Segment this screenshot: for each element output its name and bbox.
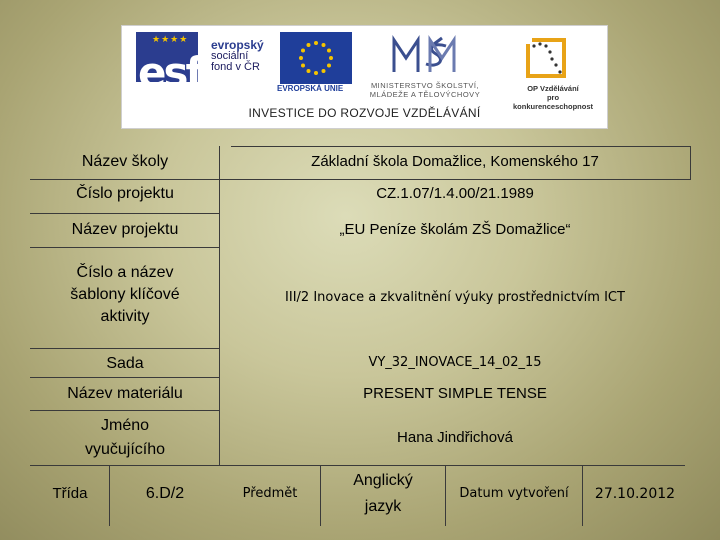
eu-flag-icon <box>280 32 352 84</box>
msmt-logo-icon <box>390 32 462 80</box>
date-created-value: 27.10.2012 <box>594 486 676 502</box>
esf-logo <box>136 32 272 98</box>
table-row-divider <box>30 348 220 349</box>
class-label: Třída <box>52 485 88 502</box>
esf-caption-line-2: sociální <box>211 50 249 62</box>
esf-wordmark: esf <box>138 48 201 97</box>
op-caption-line-1: OP Vzdělávání <box>527 84 579 93</box>
table-row-divider <box>30 179 691 180</box>
msmt-caption <box>360 81 490 99</box>
template-value: III/2 Inovace a zkvalitnění výuky prostřednictvím ICT <box>285 290 625 305</box>
table-row-divider <box>30 377 220 378</box>
table-top-border <box>231 146 691 147</box>
project-name-value: „EU Peníze školám ZŠ Domažlice“ <box>339 221 571 238</box>
msmt-caption-line-2: MLÁDEŽE A TĚLOVÝCHOVY <box>369 90 481 99</box>
date-created-label: Datum vytvoření <box>459 486 569 501</box>
template-label-line-3: aktivity <box>100 308 150 325</box>
project-name-label: Název projektu <box>71 221 179 238</box>
template-label-line-1: Číslo a název <box>76 264 174 281</box>
esf-caption-line-3: fond v ČR <box>211 61 260 73</box>
table-row-divider <box>30 465 685 466</box>
eu-label: EVROPSKÁ UNIE <box>277 84 344 93</box>
esf-caption <box>211 40 264 73</box>
material-name-value: PRESENT SIMPLE TENSE <box>363 385 547 402</box>
op-caption-line-2: pro konkurenceschopnost <box>512 93 594 111</box>
project-number-value: CZ.1.07/1.4.00/21.1989 <box>376 185 534 202</box>
msmt-caption-line-1: MINISTERSTVO ŠKOLSTVÍ, <box>370 81 480 90</box>
op-logo-icon <box>520 32 572 84</box>
class-value: 6.D/2 <box>145 485 185 502</box>
material-name-label: Název materiálu <box>67 385 183 402</box>
school-name-label: Název školy <box>81 153 169 170</box>
school-name-value: Základní škola Domažlice, Komenského 17 <box>311 153 599 170</box>
eu-stars-icon <box>298 40 334 76</box>
table-row-divider <box>30 247 220 248</box>
table-right-border <box>690 146 691 180</box>
teacher-label-line-1: Jméno <box>100 417 150 434</box>
project-number-label: Číslo projektu <box>76 185 174 202</box>
esf-caption-line-1: evropský <box>211 38 264 52</box>
subject-value-line-2: jazyk <box>364 498 402 515</box>
esf-stars-icon: ★★★★ <box>152 34 189 44</box>
subject-value <box>321 468 445 520</box>
template-label <box>30 262 220 328</box>
table-row-divider <box>30 410 220 411</box>
table-row-divider <box>30 213 220 214</box>
teacher-label-line-2: vyučujícího <box>84 441 166 458</box>
teacher-value: Hana Jindřichová <box>397 429 513 446</box>
subject-value-line-1: Anglický <box>353 472 413 489</box>
set-label: Sada <box>106 355 144 372</box>
investice-banner-text: INVESTICE DO ROZVOJE VZDĚLÁVÁNÍ <box>248 106 481 120</box>
set-value: VY_32_INOVACE_14_02_15 <box>368 355 542 370</box>
template-label-line-2: šablony klíčové <box>70 286 180 303</box>
teacher-label <box>30 414 220 462</box>
logo-banner <box>121 25 608 129</box>
subject-label: Předmět <box>242 486 298 501</box>
